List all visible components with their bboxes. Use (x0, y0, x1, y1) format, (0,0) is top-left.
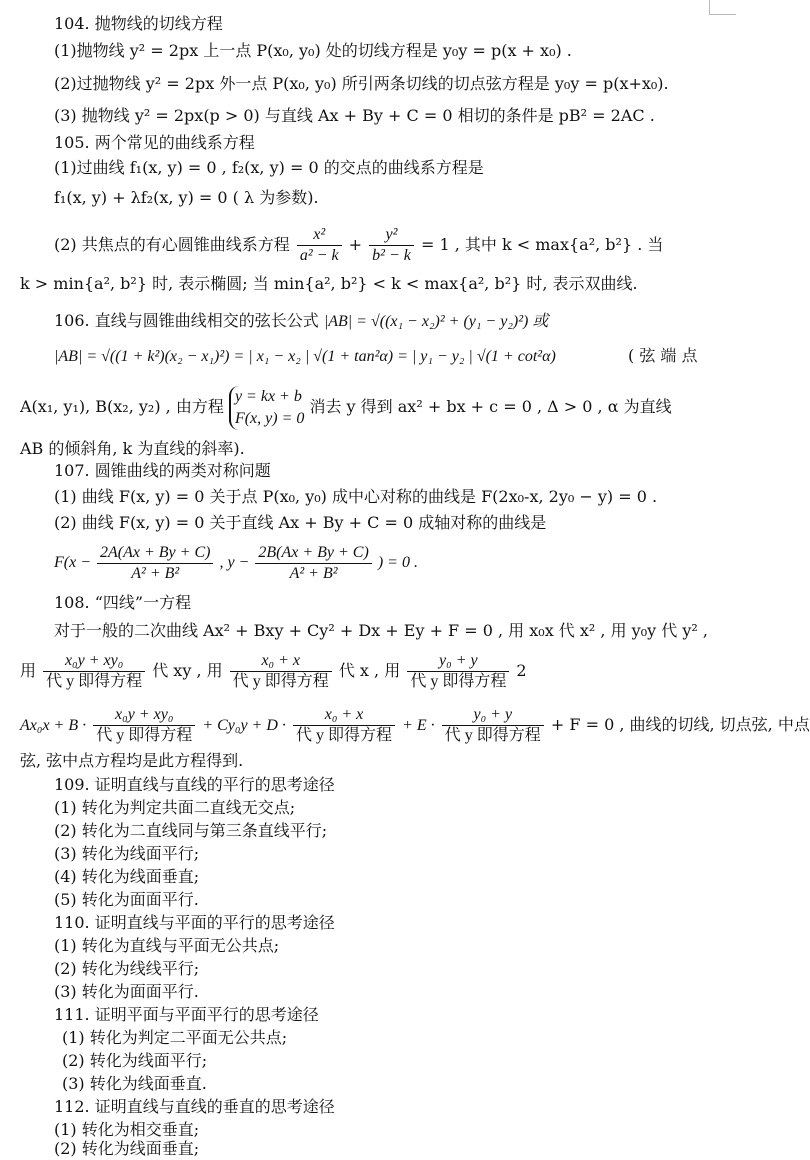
item-110-3: (3) 转化为面面平行. (54, 982, 199, 1001)
fraction-x-numerator: x₀ + x (230, 651, 332, 672)
fraction-x (230, 651, 332, 692)
fraction-2B-numerator: 2B(Ax + By + C) (255, 543, 371, 564)
sub-use-2: 代 xy , 用 (152, 661, 223, 680)
system-eq-1: y = kx + b (234, 387, 302, 405)
item-108-substitutions (20, 648, 527, 694)
chord-endpoint-label: ( 弦 端 点 (628, 346, 698, 365)
fraction-y (407, 651, 509, 692)
eq-fraction-y-denominator: 代 y 即得方程 (444, 727, 541, 744)
item-110-1: (1) 转化为直线与平面无公共点; (54, 936, 280, 955)
axial-y-term: , y − (219, 554, 250, 571)
fraction-x-denominator: 代 y 即得方程 (232, 673, 329, 690)
chord-formula-2: |AB| = √((1 + k²)(x₂ − x₁)²) = | x₁ − x₂ | √(1 + tan²α) = | y₁ − y₂ | √(1 + cot²α) (54, 348, 556, 365)
item-109-1: (1) 转化为判定共面二直线无交点; (54, 798, 296, 817)
eq-fraction-x-denominator: 代 y 即得方程 (296, 727, 393, 744)
fraction-x2-denominator: a² − k (299, 247, 339, 264)
page-corner-mark (709, 0, 736, 15)
item-108-intro: 对于一般的二次曲线 Ax² + Bxy + Cy² + Dx + Ey + F = 0 , 用 x₀x 代 x² , 用 y₀y 代 y² , (54, 621, 708, 640)
fraction-xy (43, 651, 145, 692)
item-106-eliminate: 消去 y 得到 ax² + bx + c = 0 , Δ > 0 , α 为直线 (309, 397, 672, 416)
item-109-4: (4) 转化为线面垂直; (54, 867, 200, 886)
eq-fraction-xy (93, 705, 195, 746)
item-107-2: (2) 曲线 F(x, y) = 0 关于直线 Ax + By + C = 0 成轴对称的曲线是 (54, 513, 547, 532)
item-108-end: 弦, 弦中点方程均是此方程得到. (20, 751, 244, 770)
item-105-2-tail: = 1 , 其中 k < max{a², b²} . 当 (420, 235, 664, 254)
item-104-2: (2)过抛物线 y² = 2px 外一点 P(x₀, y₀) 所引两条切线的切点弦方程是 y₀y = p(x+x₀). (54, 74, 669, 93)
axial-symmetry-formula (54, 540, 418, 586)
item-109-2: (2) 转化为二直线同与第三条直线平行; (54, 821, 328, 840)
heading-106-text: 106. 直线与圆锥曲线相交的弦长公式 (54, 311, 319, 330)
fraction-xy-denominator: 代 y 即得方程 (46, 673, 143, 690)
axial-f-open: F(x − (54, 554, 91, 571)
item-105-2-cont: k > min{a², b²} 时, 表示椭圆; 当 min{a², b²} < k < max{a², b²} 时, 表示双曲线. (20, 274, 638, 293)
item-104-1: (1)抛物线 y² = 2px 上一点 P(x₀, y₀) 处的切线方程是 y₀y = p(x + x₀) . (54, 41, 572, 60)
fraction-xy-numerator: x₀y + xy₀ (43, 651, 145, 672)
fraction-x2 (297, 225, 342, 266)
chord-formula-2-row (54, 345, 556, 368)
item-109-3: (3) 转化为线面平行; (54, 844, 200, 863)
eq-fraction-xy-numerator: x₀y + xy₀ (93, 705, 195, 726)
heading-104: 104. 抛物线的切线方程 (54, 14, 223, 33)
heading-106 (54, 310, 548, 333)
heading-110: 110. 证明直线与平面的平行的思考途径 (54, 913, 335, 932)
plus-sign: + (348, 235, 363, 254)
eq-fraction-x (293, 705, 395, 746)
item-106-points: A(x₁, y₁), B(x₂, y₂) , 由方程 (20, 397, 224, 416)
item-112-1: (1) 转化为相交垂直; (54, 1120, 200, 1139)
fraction-y2-denominator: b² − k (372, 247, 411, 264)
heading-109: 109. 证明直线与直线的平行的思考途径 (54, 775, 335, 794)
fraction-y2 (369, 225, 414, 266)
eq-fraction-y (442, 705, 544, 746)
item-106-end: AB 的倾斜角, k 为直线的斜率). (20, 439, 245, 458)
axial-close: ) = 0 . (377, 554, 418, 571)
item-105-2 (54, 223, 663, 267)
heading-111: 111. 证明平面与平面平行的思考途径 (54, 1005, 319, 1024)
eq-term-2: + Cy₀y + D · (202, 717, 286, 734)
item-111-1: (1) 转化为判定二平面无公共点; (62, 1028, 288, 1047)
fraction-2B-denominator: A² + B² (289, 564, 338, 582)
heading-108: 108. “四线”一方程 (54, 593, 192, 612)
fraction-2B (255, 543, 371, 584)
fraction-2A-denominator: A² + B² (131, 564, 180, 582)
fraction-y-denominator: 代 y 即得方程 (410, 673, 507, 690)
item-107-1: (1) 曲线 F(x, y) = 0 关于点 P(x₀, y₀) 成中心对称的曲线是 F(2x₀-x, 2y₀ − y) = 0 . (54, 487, 658, 506)
item-106-system-row (20, 384, 672, 430)
eq-fraction-y-numerator: y₀ + y (442, 705, 544, 726)
sub-use-4: 2 (516, 661, 527, 680)
fraction-x2-numerator: x² (297, 225, 342, 246)
item-110-2: (2) 转化为线线平行; (54, 959, 200, 978)
item-105-1: (1)过曲线 f₁(x, y) = 0 , f₂(x, y) = 0 的交点的曲线系方程是 (54, 158, 484, 177)
fraction-y2-numerator: y² (369, 225, 414, 246)
item-105-1-formula: f₁(x, y) + λf₂(x, y) = 0 ( λ 为参数). (54, 188, 319, 207)
eq-term-3: + E · (402, 717, 435, 734)
item-112-2: (2) 转化为线面垂直; (54, 1139, 200, 1158)
eq-term-1: Ax₀x + B · (20, 717, 87, 734)
item-105-2-text: (2) 共焦点的有心圆锥曲线系方程 (54, 235, 290, 254)
eq-fraction-x-numerator: x₀ + x (293, 705, 395, 726)
fraction-2A (97, 543, 213, 584)
chord-formula-1: |AB| = √((x₁ − x₂)² + (y₁ − y₂)²) 或 (323, 313, 549, 330)
item-109-5: (5) 转化为面面平行. (54, 890, 199, 909)
item-111-2: (2) 转化为线面平行; (62, 1051, 208, 1070)
fraction-2A-numerator: 2A(Ax + By + C) (97, 543, 213, 564)
heading-105: 105. 两个常见的曲线系方程 (54, 133, 255, 152)
four-line-equation (20, 702, 810, 749)
item-104-3: (3) 抛物线 y² = 2px(p > 0) 与直线 Ax + By + C = 0 相切的条件是 pB² = 2AC . (54, 106, 655, 125)
sub-use-1: 用 (20, 661, 37, 680)
heading-112: 112. 证明直线与直线的垂直的思考途径 (54, 1097, 335, 1116)
item-111-3: (3) 转化为线面垂直. (62, 1074, 207, 1093)
eq-term-4: + F = 0 , 曲线的切线, 切点弦, 中点 (550, 715, 810, 734)
system-eq-2: F(x, y) = 0 (234, 409, 305, 427)
eq-fraction-xy-denominator: 代 y 即得方程 (96, 727, 193, 744)
fraction-y-numerator: y₀ + y (407, 651, 509, 672)
sub-use-3: 代 x , 用 (338, 661, 401, 680)
equation-system (229, 386, 304, 430)
heading-107: 107. 圆锥曲线的两类对称问题 (54, 461, 271, 480)
